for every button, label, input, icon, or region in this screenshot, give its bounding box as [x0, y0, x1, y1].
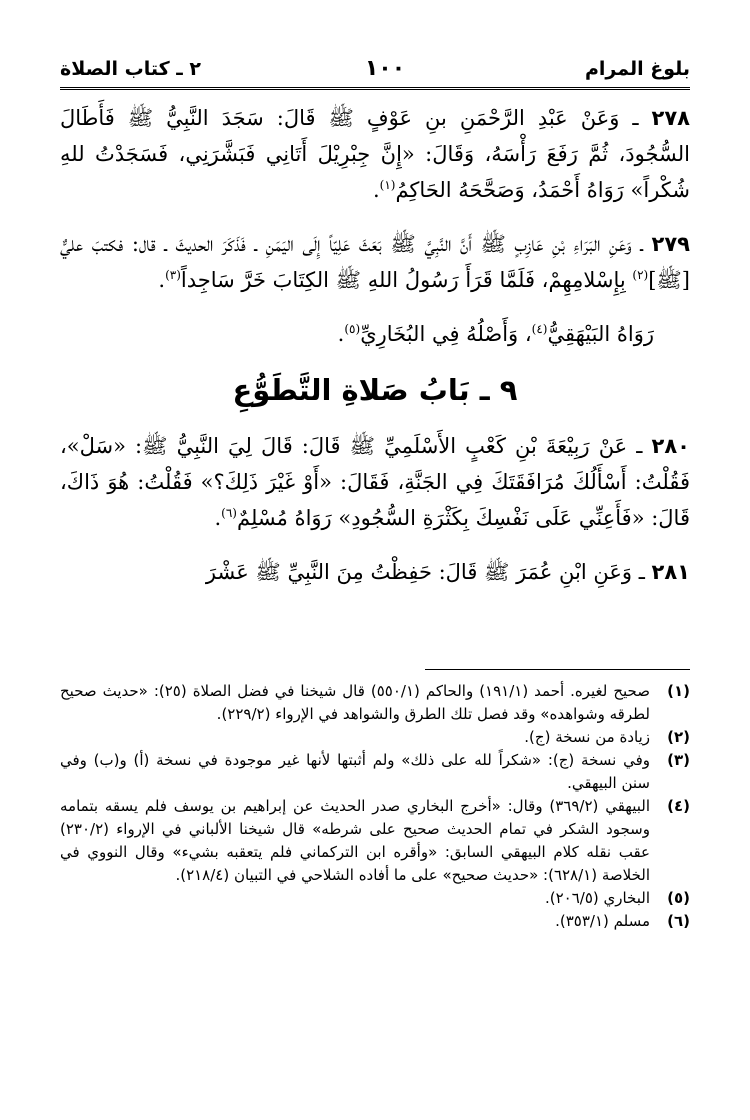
- hadith-number: ٢٨٠: [651, 434, 690, 458]
- footnote-ref: (٣): [165, 268, 181, 282]
- running-chapter-title: ٢ ـ كتاب الصلاة: [60, 58, 201, 80]
- footnote-number: (٢): [667, 728, 690, 746]
- footnote-item: [60, 726, 690, 749]
- footnote-ref: (٥): [344, 322, 361, 336]
- hadith-text: ـ وَعَنِ البَرَاءِ بْنِ عَازِبٍ ﷺ أَنَّ النَّبِيَّ ﷺ بَعَثَ عَلِيّاً إِلَى اليَمَنِ ـ فَذَكَرَ الحديثَ ـ قال: فكتبَ عليٌّ [ﷺ]: [60, 232, 690, 292]
- footnote-number: (٥): [667, 889, 690, 907]
- footnote-ref: (٢): [632, 268, 649, 282]
- hadith-280: [60, 428, 690, 536]
- footnote-ref: (٤): [531, 322, 548, 336]
- footnote-item: [60, 887, 690, 910]
- footnote-item: [60, 910, 690, 933]
- footnote-ref: (١): [379, 178, 396, 192]
- footnote-item: [60, 749, 690, 795]
- footnote-number: (٤): [667, 797, 690, 815]
- footnote-text: صحيح لغيره. أحمد (١٩١/١) والحاكم (٥٥٠/١) قال شيخنا في فضل الصلاة (٢٥): «حديث صحيح لطرقه وشواهده» وقد فصل تلك الطرق والشواهد في الإرواء (٢٢٩/٢).: [60, 682, 650, 723]
- hadith-text: ـ وَعَنْ عَبْدِ الرَّحْمَنِ بنِ عَوْفٍ ﷺ قَالَ: سَجَدَ النَّبِيُّ ﷺ فَأَطَالَ السُّجُودَ، ثُمَّ رَفَعَ رَأْسَهُ، وَقَالَ: «إِنَّ جِبْرِيْلَ أَتَانِي فَبَشَّرَنِي، فَسَجَدْتُ للهِ شُكْراً» رَوَاهُ أَحْمَدُ، وَصَحَّحَهُ الحَاكِمُ: [60, 106, 690, 202]
- narration-note: [60, 316, 690, 352]
- hadith-text: ـ عَنْ رَبِيْعَةَ بْنِ كَعْبٍ الأَسْلَمِيِّ ﷺ قَالَ: قَالَ لِيَ النَّبِيُّ ﷺ: «سَلْ»، فَقُلْتُ: أَسْأَلُكَ مُرَافَقَتَكَ فِي الجَنَّةِ، فَقَالَ: «أَوْ غَيْرَ ذَلِكَ؟» فَقُلْتُ: هُوَ ذَاكَ، قَالَ: «فَأَعِنِّي عَلَى نَفْسِكَ بِكَثْرَةِ السُّجُودِ» رَوَاهُ مُسْلِمٌ: [60, 434, 690, 530]
- footnote-number: (٣): [667, 751, 690, 769]
- hadith-text-continued: بِإِسْلامِهِمْ، فَلَمَّا قَرَأَ رَسُولُ اللهِ ﷺ الكِتَابَ خَرَّ سَاجِداً: [180, 268, 633, 292]
- chapter-heading: ٩ ـ بَابُ صَلاةِ التَّطَوُّعِ: [232, 373, 518, 407]
- hadith-number: ٢٨١: [651, 560, 690, 584]
- narration-text-continued: ، وَأَصْلُهُ فِي البُخَارِيِّ: [360, 322, 532, 346]
- main-text: [60, 100, 690, 608]
- page-number: ١٠٠: [364, 56, 406, 81]
- footnote-number: (٦): [667, 912, 690, 930]
- hadith-tail: .: [214, 506, 222, 530]
- footnote-ref: (٦): [221, 506, 237, 520]
- header-divider: [60, 87, 690, 90]
- hadith-278: [60, 100, 690, 208]
- footnote-divider: [425, 669, 690, 670]
- hadith-279: [60, 226, 690, 298]
- narration-tail: .: [337, 322, 345, 346]
- footnote-text: البيهقي (٣٦٩/٢) وقال: «أخرج البخاري صدر الحديث عن إبراهيم بن يوسف فلم يسقه بتمامه وسجود الشكر في تمام الحديث صحيح على شرطه» قال شيخنا الألباني في الإرواء (٢٣٠/٢) عقب نقله كلام البيهقي السابق: «وأقره ابن التركماني فلم يتعقبه بشيء» وقال النووي في الخلاصة (٦٢٨/١): «حديث صحيح» على ما أفاده الشلاحي في التبيان (٢١٨/٤).: [60, 797, 650, 884]
- footnote-text: زيادة من نسخة (ج).: [524, 728, 650, 746]
- footnote-text: البخاري (٢٠٦/٥).: [544, 889, 650, 907]
- footnote-text: وفي نسخة (ج): «شكراً لله على ذلك» ولم أثبتها لأنها غير موجودة في نسخة (أ) و(ب) وفي سنن البيهقي.: [60, 751, 650, 792]
- page-header: [60, 52, 690, 84]
- footnote-item: [60, 680, 690, 726]
- footnote-item: [60, 795, 690, 887]
- footnote-number: (١): [667, 682, 690, 700]
- hadith-281: [60, 554, 690, 590]
- book-title: بلوغ المرام: [584, 58, 690, 80]
- hadith-number: ٢٧٨: [651, 106, 690, 130]
- footnotes: [60, 680, 690, 933]
- footnote-text: مسلم (٣٥٣/١).: [555, 912, 650, 930]
- hadith-text: ـ وَعَنِ ابْنِ عُمَرَ ﷺ قَالَ: حَفِظْتُ مِنَ النَّبِيِّ ﷺ عَشْرَ: [205, 560, 645, 584]
- hadith-number: ٢٧٩: [651, 232, 690, 256]
- narration-text: رَوَاهُ البَيْهَقِيُّ: [547, 322, 654, 346]
- hadith-tail: .: [158, 268, 166, 292]
- hadith-tail: .: [372, 178, 380, 202]
